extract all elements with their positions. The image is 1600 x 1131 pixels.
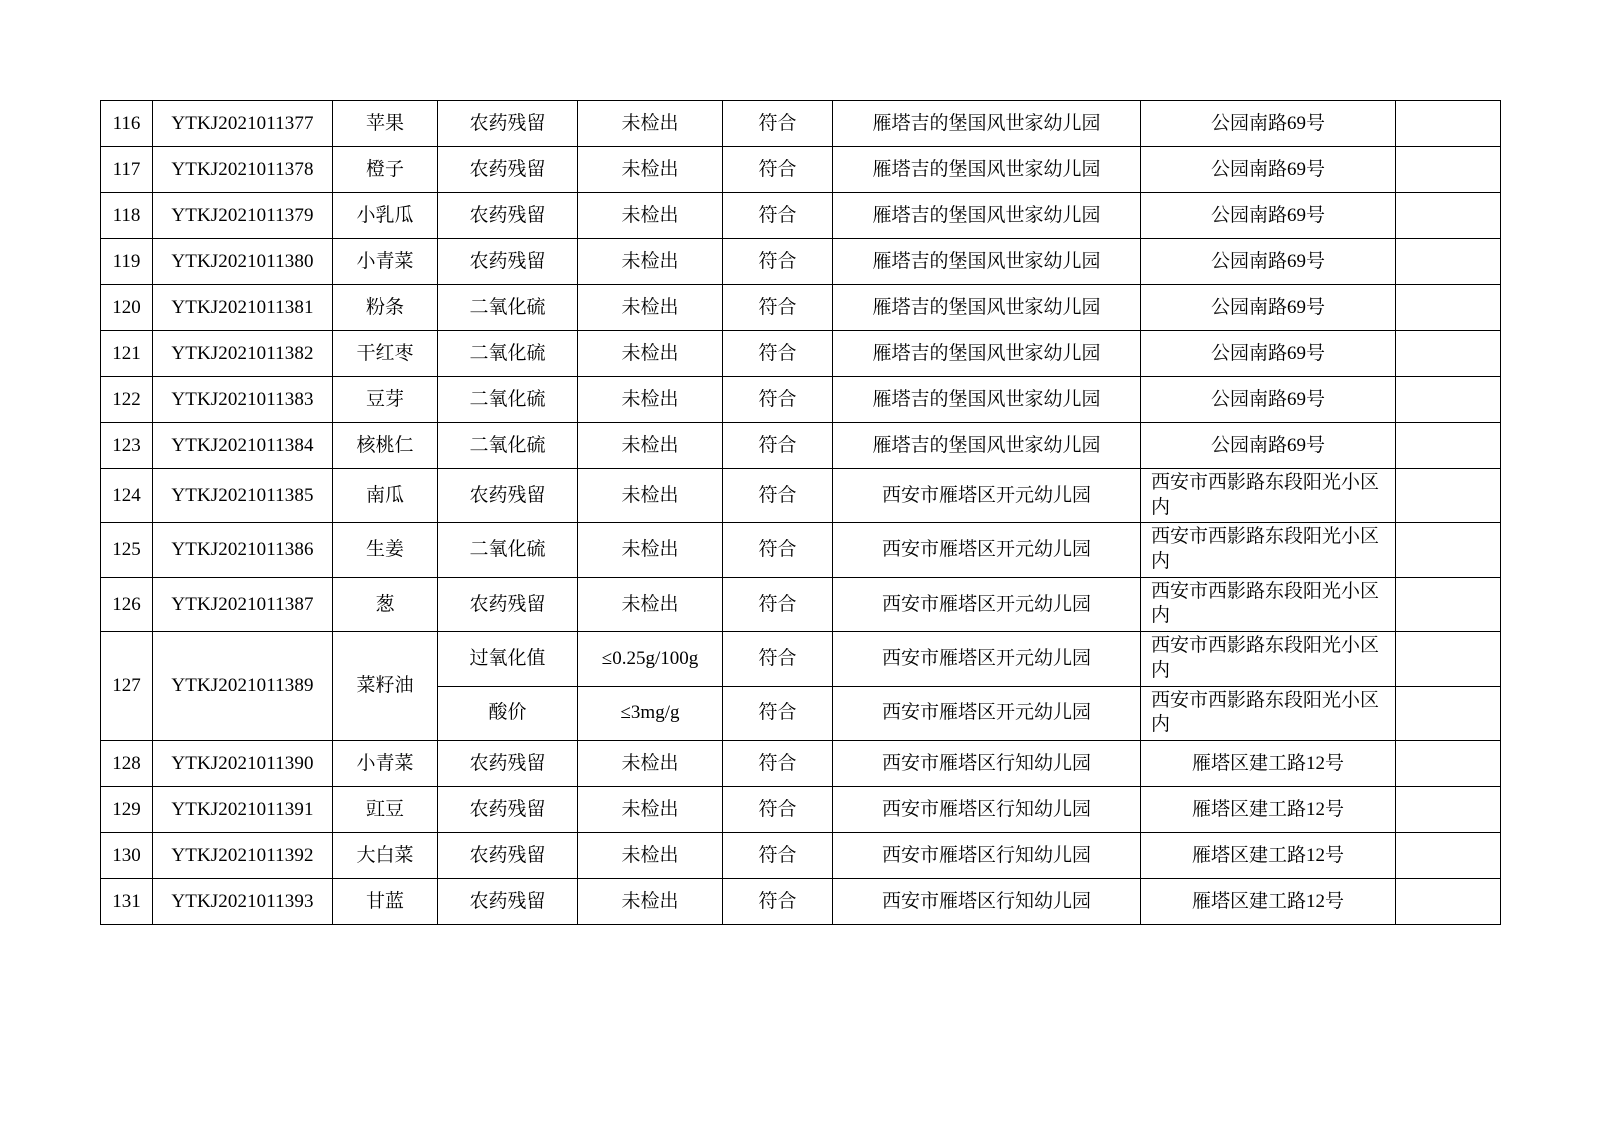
cell-blank xyxy=(1396,147,1501,193)
cell-unit: 雁塔吉的堡国风世家幼儿园 xyxy=(833,285,1141,331)
cell-item: 二氧化硫 xyxy=(438,523,578,577)
cell-code: YTKJ2021011387 xyxy=(153,577,333,631)
cell-verdict: 符合 xyxy=(723,193,833,239)
cell-index: 119 xyxy=(101,239,153,285)
cell-blank xyxy=(1396,423,1501,469)
cell-code: YTKJ2021011389 xyxy=(153,632,333,741)
cell-address: 公园南路69号 xyxy=(1141,193,1396,239)
cell-unit: 西安市雁塔区行知幼儿园 xyxy=(833,740,1141,786)
cell-unit: 雁塔吉的堡国风世家幼儿园 xyxy=(833,423,1141,469)
cell-result: 未检出 xyxy=(578,523,723,577)
cell-blank xyxy=(1396,239,1501,285)
cell-sample: 南瓜 xyxy=(333,469,438,523)
cell-item: 二氧化硫 xyxy=(438,285,578,331)
cell-result: ≤3mg/g xyxy=(578,686,723,740)
cell-blank xyxy=(1396,632,1501,686)
cell-index: 122 xyxy=(101,377,153,423)
cell-address: 公园南路69号 xyxy=(1141,285,1396,331)
cell-unit: 西安市雁塔区开元幼儿园 xyxy=(833,469,1141,523)
cell-sample: 生姜 xyxy=(333,523,438,577)
cell-index: 116 xyxy=(101,101,153,147)
cell-sample: 粉条 xyxy=(333,285,438,331)
cell-index: 120 xyxy=(101,285,153,331)
cell-result: 未检出 xyxy=(578,193,723,239)
cell-index: 121 xyxy=(101,331,153,377)
cell-verdict: 符合 xyxy=(723,331,833,377)
cell-result: 未检出 xyxy=(578,832,723,878)
cell-verdict: 符合 xyxy=(723,577,833,631)
table-row xyxy=(101,786,1501,832)
cell-address: 雁塔区建工路12号 xyxy=(1141,878,1396,924)
cell-blank xyxy=(1396,832,1501,878)
table-row xyxy=(101,285,1501,331)
cell-verdict: 符合 xyxy=(723,786,833,832)
cell-unit: 西安市雁塔区行知幼儿园 xyxy=(833,786,1141,832)
cell-verdict: 符合 xyxy=(723,632,833,686)
cell-code: YTKJ2021011384 xyxy=(153,423,333,469)
cell-unit: 西安市雁塔区开元幼儿园 xyxy=(833,577,1141,631)
cell-item: 农药残留 xyxy=(438,101,578,147)
cell-blank xyxy=(1396,878,1501,924)
table-row xyxy=(101,239,1501,285)
cell-item: 二氧化硫 xyxy=(438,423,578,469)
cell-blank xyxy=(1396,331,1501,377)
table-row xyxy=(101,331,1501,377)
table-row xyxy=(101,101,1501,147)
cell-address: 公园南路69号 xyxy=(1141,101,1396,147)
cell-verdict: 符合 xyxy=(723,832,833,878)
cell-result: 未检出 xyxy=(578,878,723,924)
cell-sample: 葱 xyxy=(333,577,438,631)
cell-result: 未检出 xyxy=(578,331,723,377)
cell-sample: 小乳瓜 xyxy=(333,193,438,239)
table-row xyxy=(101,577,1501,631)
cell-verdict: 符合 xyxy=(723,101,833,147)
cell-result: 未检出 xyxy=(578,577,723,631)
cell-sample: 豆芽 xyxy=(333,377,438,423)
cell-sample: 苹果 xyxy=(333,101,438,147)
table-row xyxy=(101,740,1501,786)
cell-index: 125 xyxy=(101,523,153,577)
cell-address: 西安市西影路东段阳光小区内 xyxy=(1141,523,1396,577)
cell-address: 公园南路69号 xyxy=(1141,331,1396,377)
cell-code: YTKJ2021011379 xyxy=(153,193,333,239)
cell-address: 雁塔区建工路12号 xyxy=(1141,786,1396,832)
table-row xyxy=(101,832,1501,878)
cell-code: YTKJ2021011391 xyxy=(153,786,333,832)
cell-address: 西安市西影路东段阳光小区内 xyxy=(1141,632,1396,686)
cell-verdict: 符合 xyxy=(723,686,833,740)
cell-blank xyxy=(1396,285,1501,331)
cell-verdict: 符合 xyxy=(723,285,833,331)
cell-item: 农药残留 xyxy=(438,469,578,523)
cell-item: 农药残留 xyxy=(438,786,578,832)
cell-index: 131 xyxy=(101,878,153,924)
cell-result: 未检出 xyxy=(578,377,723,423)
cell-index: 126 xyxy=(101,577,153,631)
cell-sample: 小青菜 xyxy=(333,239,438,285)
cell-verdict: 符合 xyxy=(723,740,833,786)
cell-unit: 西安市雁塔区开元幼儿园 xyxy=(833,523,1141,577)
cell-blank xyxy=(1396,523,1501,577)
cell-item: 二氧化硫 xyxy=(438,331,578,377)
cell-verdict: 符合 xyxy=(723,878,833,924)
cell-code: YTKJ2021011383 xyxy=(153,377,333,423)
cell-unit: 西安市雁塔区开元幼儿园 xyxy=(833,632,1141,686)
cell-index: 123 xyxy=(101,423,153,469)
cell-result: ≤0.25g/100g xyxy=(578,632,723,686)
cell-verdict: 符合 xyxy=(723,469,833,523)
cell-index: 117 xyxy=(101,147,153,193)
cell-index: 128 xyxy=(101,740,153,786)
cell-sample: 甘蓝 xyxy=(333,878,438,924)
cell-code: YTKJ2021011390 xyxy=(153,740,333,786)
cell-verdict: 符合 xyxy=(723,239,833,285)
cell-blank xyxy=(1396,740,1501,786)
cell-sample: 橙子 xyxy=(333,147,438,193)
cell-verdict: 符合 xyxy=(723,523,833,577)
cell-unit: 雁塔吉的堡国风世家幼儿园 xyxy=(833,377,1141,423)
cell-unit: 西安市雁塔区行知幼儿园 xyxy=(833,832,1141,878)
cell-item: 酸价 xyxy=(438,686,578,740)
cell-result: 未检出 xyxy=(578,285,723,331)
cell-item: 农药残留 xyxy=(438,740,578,786)
cell-sample: 干红枣 xyxy=(333,331,438,377)
table-row xyxy=(101,377,1501,423)
cell-unit: 西安市雁塔区开元幼儿园 xyxy=(833,686,1141,740)
cell-item: 过氧化值 xyxy=(438,632,578,686)
cell-result: 未检出 xyxy=(578,423,723,469)
cell-verdict: 符合 xyxy=(723,377,833,423)
cell-item: 农药残留 xyxy=(438,239,578,285)
cell-unit: 西安市雁塔区行知幼儿园 xyxy=(833,878,1141,924)
cell-result: 未检出 xyxy=(578,101,723,147)
cell-index: 118 xyxy=(101,193,153,239)
cell-code: YTKJ2021011378 xyxy=(153,147,333,193)
cell-unit: 雁塔吉的堡国风世家幼儿园 xyxy=(833,331,1141,377)
table-row xyxy=(101,632,1501,686)
cell-index: 129 xyxy=(101,786,153,832)
cell-result: 未检出 xyxy=(578,469,723,523)
cell-verdict: 符合 xyxy=(723,147,833,193)
cell-index: 130 xyxy=(101,832,153,878)
cell-item: 农药残留 xyxy=(438,147,578,193)
cell-index: 124 xyxy=(101,469,153,523)
cell-sample: 小青菜 xyxy=(333,740,438,786)
cell-item: 农药残留 xyxy=(438,832,578,878)
cell-code: YTKJ2021011382 xyxy=(153,331,333,377)
cell-code: YTKJ2021011380 xyxy=(153,239,333,285)
cell-verdict: 符合 xyxy=(723,423,833,469)
cell-code: YTKJ2021011381 xyxy=(153,285,333,331)
cell-unit: 雁塔吉的堡国风世家幼儿园 xyxy=(833,147,1141,193)
cell-blank xyxy=(1396,577,1501,631)
inspection-results-table xyxy=(100,100,1501,925)
cell-unit: 雁塔吉的堡国风世家幼儿园 xyxy=(833,193,1141,239)
cell-address: 公园南路69号 xyxy=(1141,423,1396,469)
cell-address: 西安市西影路东段阳光小区内 xyxy=(1141,577,1396,631)
cell-blank xyxy=(1396,193,1501,239)
cell-code: YTKJ2021011385 xyxy=(153,469,333,523)
cell-item: 二氧化硫 xyxy=(438,377,578,423)
cell-address: 雁塔区建工路12号 xyxy=(1141,740,1396,786)
cell-result: 未检出 xyxy=(578,239,723,285)
cell-code: YTKJ2021011392 xyxy=(153,832,333,878)
cell-code: YTKJ2021011377 xyxy=(153,101,333,147)
cell-result: 未检出 xyxy=(578,740,723,786)
cell-address: 西安市西影路东段阳光小区内 xyxy=(1141,686,1396,740)
cell-index: 127 xyxy=(101,632,153,741)
cell-address: 公园南路69号 xyxy=(1141,147,1396,193)
cell-address: 雁塔区建工路12号 xyxy=(1141,832,1396,878)
cell-sample: 大白菜 xyxy=(333,832,438,878)
cell-sample: 豇豆 xyxy=(333,786,438,832)
table-row xyxy=(101,469,1501,523)
table-row xyxy=(101,147,1501,193)
cell-blank xyxy=(1396,686,1501,740)
cell-sample: 菜籽油 xyxy=(333,632,438,741)
cell-code: YTKJ2021011393 xyxy=(153,878,333,924)
cell-result: 未检出 xyxy=(578,147,723,193)
cell-code: YTKJ2021011386 xyxy=(153,523,333,577)
cell-result: 未检出 xyxy=(578,786,723,832)
cell-blank xyxy=(1396,377,1501,423)
cell-item: 农药残留 xyxy=(438,878,578,924)
table-row xyxy=(101,423,1501,469)
cell-item: 农药残留 xyxy=(438,577,578,631)
cell-address: 西安市西影路东段阳光小区内 xyxy=(1141,469,1396,523)
cell-address: 公园南路69号 xyxy=(1141,239,1396,285)
cell-sample: 核桃仁 xyxy=(333,423,438,469)
table-row xyxy=(101,523,1501,577)
cell-unit: 雁塔吉的堡国风世家幼儿园 xyxy=(833,101,1141,147)
table-row xyxy=(101,193,1501,239)
cell-blank xyxy=(1396,101,1501,147)
cell-item: 农药残留 xyxy=(438,193,578,239)
cell-address: 公园南路69号 xyxy=(1141,377,1396,423)
table-row xyxy=(101,878,1501,924)
cell-unit: 雁塔吉的堡国风世家幼儿园 xyxy=(833,239,1141,285)
cell-blank xyxy=(1396,469,1501,523)
cell-blank xyxy=(1396,786,1501,832)
